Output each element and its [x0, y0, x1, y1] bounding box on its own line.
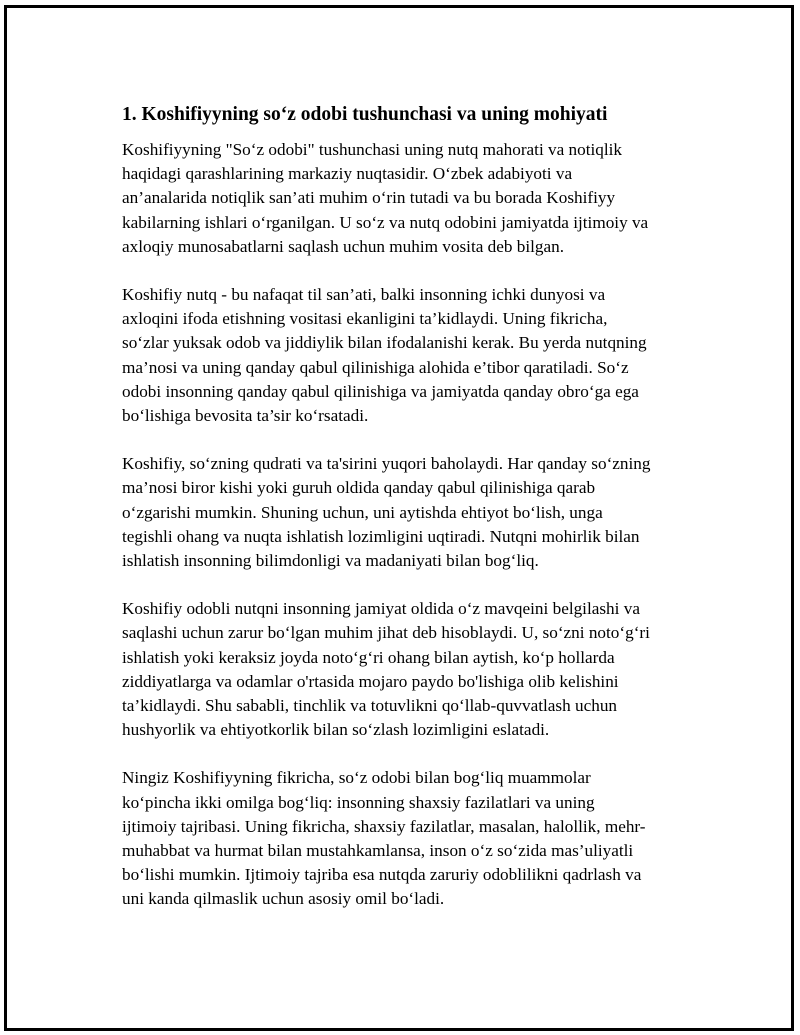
- paragraph-line: ijtimoiy tajribasi. Uning fikricha, shaxsiy fazilatlar, masalan, halollik, mehr-: [122, 816, 646, 836]
- paragraph-line: bo‘lishi mumkin. Ijtimoiy tajriba esa nutqda zaruriy odoblilikni qadrlash va: [122, 865, 642, 885]
- paragraph-line: hushyorlik va ehtiyotkorlik bilan so‘zlash lozimligini eslatadi.: [122, 720, 550, 740]
- section-heading: 1. Koshifiyyning so‘z odobi tushunchasi va uning mohiyati: [122, 104, 608, 125]
- paragraph-line: so‘zlar yuksak odob va jiddiylik bilan ifodalanishi kerak. Bu yerda nutqning: [122, 333, 647, 353]
- paragraph-line: Koshifiy nutq - bu nafaqat til san’ati, balki insonning ichki dunyosi va: [122, 285, 606, 305]
- paragraph-line: ko‘pincha ikki omilga bog‘liq: insonning shaxsiy fazilatlari va uning: [122, 792, 595, 812]
- paragraph-line: haqidagi qarashlarining markaziy nuqtasidir. O‘zbek adabiyoti va: [122, 164, 573, 184]
- paragraph-3: [122, 452, 702, 573]
- document-body: [122, 102, 702, 936]
- paragraph-2: [122, 283, 702, 428]
- paragraph-line: ta’kidlaydi. Shu sababli, tinchlik va totuvlikni qo‘llab-quvvatlash uchun: [122, 696, 618, 716]
- paragraph-line: kabilarning ishlari o‘rganilgan. U so‘z va nutq odobini jamiyatda ijtimoiy va: [122, 212, 649, 232]
- page-frame: [4, 5, 794, 1031]
- paragraph-line: odobi insonning qanday qabul qilinishiga va jamiyatda qanday obro‘ga ega: [122, 381, 639, 401]
- paragraph-line: ma’nosi va uning qanday qabul qilinishiga alohida e’tibor qaratiladi. So‘z: [122, 357, 629, 377]
- paragraph-4: [122, 597, 702, 742]
- paragraph-line: ziddiyatlarga va odamlar o'rtasida mojaro paydo bo'lishiga olib kelishini: [122, 671, 619, 691]
- paragraph-line: Koshifiyyning "So‘z odobi" tushunchasi uning nutq mahorati va notiqlik: [122, 140, 623, 159]
- paragraph-line: ishlatish insonning bilimdonligi va madaniyati bilan bog‘liq.: [122, 551, 539, 571]
- paragraph-line: saqlashi uchun zarur bo‘lgan muhim jihat deb hisoblaydi. U, so‘zni noto‘g‘ri: [122, 623, 650, 643]
- paragraph-line: ishlatish yoki keraksiz joyda noto‘g‘ri ohang bilan aytish, ko‘p hollarda: [122, 647, 615, 667]
- paragraph-line: axloqiy munosabatlarni saqlash uchun muhim vosita deb bilgan.: [122, 236, 565, 256]
- paragraph-line: Koshifiy odobli nutqni insonning jamiyat oldida o‘z mavqeini belgilashi va: [122, 599, 640, 619]
- paragraph-line: axloqini ifoda etishning vositasi ekanligini ta’kidlaydi. Uning fikricha,: [122, 309, 608, 329]
- paragraph-line: muhabbat va hurmat bilan mustahkamlansa, inson o‘z so‘zida mas’uliyatli: [122, 841, 634, 861]
- paragraph-line: Ningiz Koshifiyyning fikricha, so‘z odobi bilan bog‘liq muammolar: [122, 768, 591, 788]
- paragraph-line: o‘zgarishi mumkin. Shuning uchun, uni aytishda ehtiyot bo‘lish, unga: [122, 502, 603, 522]
- paragraph-1: [122, 138, 702, 259]
- paragraph-line: tegishli ohang va nuqta ishlatish lozimligini uqtiradi. Nutqni mohirlik bilan: [122, 526, 640, 546]
- paragraph-line: an’analarida notiqlik san’ati muhim o‘rin tutadi va bu borada Koshifiyy: [122, 188, 616, 208]
- paragraph-line: ma’nosi biror kishi yoki guruh oldida qanday qabul qilinishiga qarab: [122, 478, 596, 498]
- paragraph-line: uni kanda qilmaslik uchun asosiy omil bo‘ladi.: [122, 889, 445, 909]
- paragraph-line: bo‘lishiga bevosita ta’sir ko‘rsatadi.: [122, 406, 369, 426]
- paragraph-5: [122, 766, 702, 911]
- paragraph-line: Koshifiy, so‘zning qudrati va ta'sirini yuqori baholaydi. Har qanday so‘zning: [122, 454, 651, 474]
